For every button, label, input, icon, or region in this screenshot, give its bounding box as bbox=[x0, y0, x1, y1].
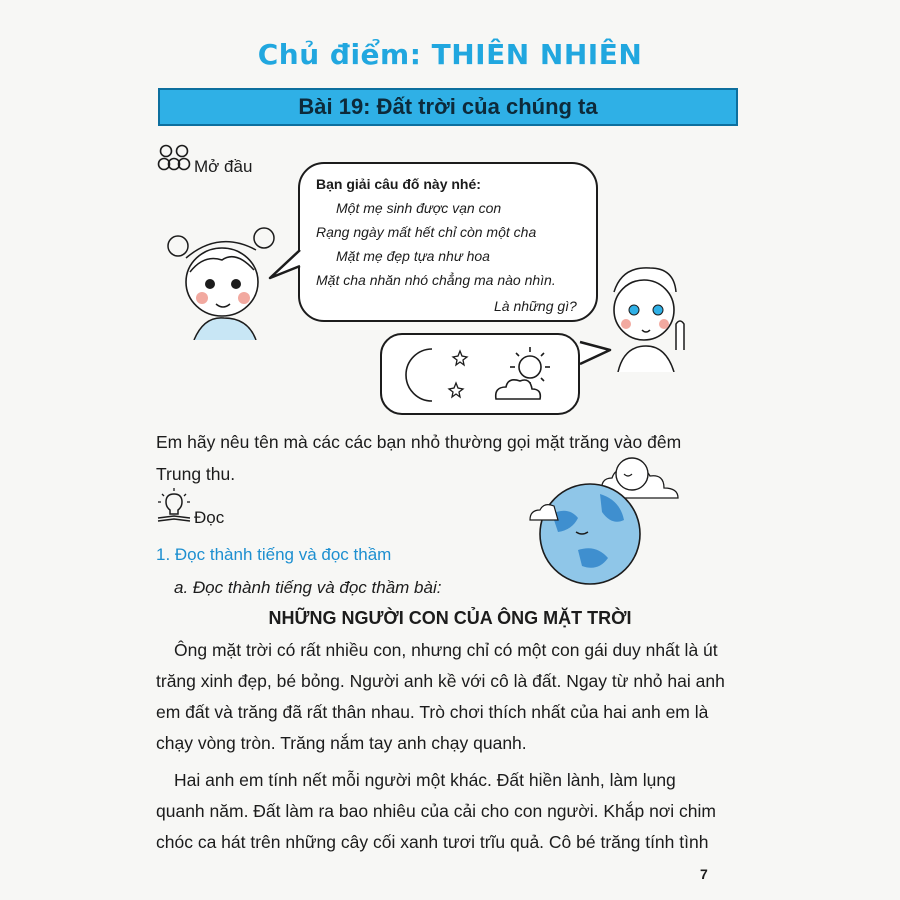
riddle-question: Là những gì? bbox=[494, 298, 577, 314]
riddle-lead: Bạn giải câu đố này nhé: bbox=[316, 176, 481, 192]
story-line: em đất và trăng đã rất thân nhau. Trò chơi thích nhất của hai anh em là bbox=[156, 702, 709, 722]
sun-cloud-icon bbox=[490, 343, 560, 409]
story-line: trăng xinh đẹp, bé bỏng. Người anh kề với cô là đất. Ngay từ nhỏ hai anh bbox=[156, 671, 725, 691]
task-line: Trung thu. bbox=[156, 464, 236, 484]
riddle-line: Mặt cha nhăn nhó chẳng ma nào nhìn. bbox=[316, 272, 556, 288]
boy-illustration-icon bbox=[604, 262, 690, 372]
riddle-line: Mặt mẹ đẹp tựa như hoa bbox=[336, 248, 490, 264]
lesson-title-bar bbox=[158, 88, 738, 126]
reading-sub-heading: a. Đọc thành tiếng và đọc thầm bài: bbox=[174, 578, 442, 597]
reading-heading: Đọc bbox=[194, 508, 225, 527]
story-line: chóc ca hát trên những cây cối xanh tươi trĩu quả. Cô bé trăng tính tình bbox=[156, 832, 709, 852]
lightbulb-book-icon bbox=[156, 488, 192, 524]
earth-moon-illustration-icon bbox=[528, 448, 698, 588]
moon-stars-icon bbox=[404, 345, 476, 405]
lesson-title: Bài 19: Đất trời của chúng ta bbox=[298, 94, 598, 119]
task-line: Em hãy nêu tên mà các các bạn nhỏ thường gọi mặt trăng vào đêm bbox=[156, 432, 682, 452]
page-number: 7 bbox=[700, 866, 708, 882]
story-line: Hai anh em tính nết mỗi người một khác. Đất hiền lành, làm lụng bbox=[174, 770, 676, 790]
answer-image-bubble bbox=[380, 333, 580, 415]
story-line: chạy vòng tròn. Trăng nắm tay anh chạy quanh. bbox=[156, 733, 527, 753]
reading-part-heading: 1. Đọc thành tiếng và đọc thầm bbox=[156, 545, 392, 564]
riddle-speech-bubble bbox=[298, 162, 598, 322]
story-line: quanh năm. Đất làm ra bao nhiêu của cải cho con người. Khắp nơi chim bbox=[156, 801, 716, 821]
girl-illustration-icon bbox=[164, 220, 284, 340]
intro-heading: Mở đầu bbox=[194, 157, 253, 176]
bubble-tail-icon bbox=[268, 248, 302, 282]
story-line: Ông mặt trời có rất nhiều con, nhưng chỉ có một con gái duy nhất là út bbox=[174, 640, 718, 660]
topic-heading: Chủ điểm: THIÊN NHIÊN bbox=[257, 38, 643, 71]
group-kids-icon bbox=[156, 142, 192, 172]
riddle-line: Rạng ngày mất hết chỉ còn một cha bbox=[316, 224, 537, 240]
story-title: NHỮNG NGƯỜI CON CỦA ÔNG MẶT TRỜI bbox=[268, 608, 632, 628]
riddle-line: Một mẹ sinh được vạn con bbox=[336, 200, 502, 216]
